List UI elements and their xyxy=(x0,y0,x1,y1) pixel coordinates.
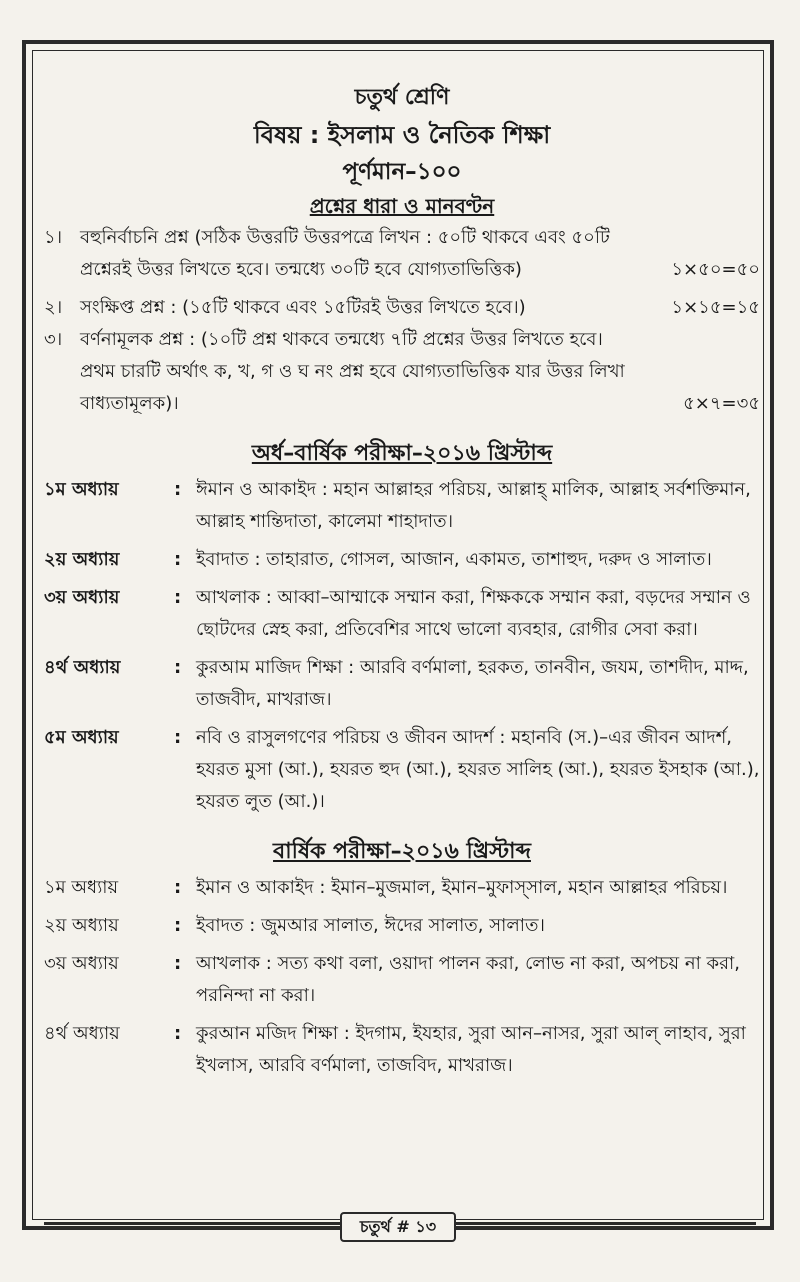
chapter-topics: কুরআম মাজিদ শিক্ষা : আরবি বর্ণমালা, হরকত, তানবীন, জযম, তাশদীদ, মাদ্দ, তাজবীদ, মাখরাজ। xyxy=(196,657,749,710)
question-number: ১। xyxy=(44,227,63,248)
yearly-chapter-3 xyxy=(44,948,760,1012)
question-pattern-heading: প্রশ্নের ধারা ও মানবণ্টন xyxy=(309,194,495,218)
half-yearly-chapter-1 xyxy=(44,474,760,538)
question-type-3 xyxy=(44,324,760,420)
yearly-chapter-4 xyxy=(44,1018,760,1082)
chapter-name: ২য় অধ্যায় xyxy=(44,549,120,570)
question-marks: ১×৫০=৫০ xyxy=(671,259,760,280)
chapter-name: ৩য় অধ্যায় xyxy=(44,587,120,608)
colon: : xyxy=(174,953,182,974)
chapter-topics: কুরআন মজিদ শিক্ষা : ইদগাম, ইযহার, সুরা আন–নাসর, সুরা আল্ লাহাব, সুরা ইখলাস, আরবি বর্ণমালা, তাজবিদ, মাখরাজ। xyxy=(196,1023,746,1076)
question-description: বহুনির্বাচনি প্রশ্ন (সঠিক উত্তরটি উত্তরপত্রে লিখন : ৫০টি থাকবে এবং ৫০টি প্রশ্নেরই উত্তর লিখতে হবে। তন্মধ্যে ৩০টি হবে যোগ্যতাভিত্তিক) xyxy=(80,227,610,280)
page-number-label: চতুর্থ # ১৩ xyxy=(340,1212,456,1242)
chapter-topics: ঈমান ও আকাইদ : মহান আল্লাহর পরিচয়, আল্লাহ্ মালিক, আল্লাহ সর্বশক্তিমান, আল্লাহ শান্তিদাতা, কালেমা শাহাদাত। xyxy=(196,479,751,532)
chapter-topics: ইবাদত : জুমআর সালাত, ঈদের সালাত, সালাত। xyxy=(196,915,545,936)
colon: : xyxy=(174,657,182,678)
question-marks: ১×১৫=১৫ xyxy=(671,297,760,318)
chapter-name: ৪র্থ অধ্যায় xyxy=(44,657,121,678)
colon: : xyxy=(174,587,182,608)
half-yearly-chapter-3 xyxy=(44,582,760,646)
question-type-1 xyxy=(44,222,760,286)
question-description: সংক্ষিপ্ত প্রশ্ন : (১৫টি থাকবে এবং ১৫টিরই উত্তর লিখতে হবে।) xyxy=(80,297,526,318)
half-yearly-exam-title: অর্ধ–বার্ষিক পরীক্ষা–২০১৬ খ্রিস্টাব্দ xyxy=(251,441,553,466)
yearly-chapter-1 xyxy=(44,872,760,904)
question-type-2 xyxy=(44,292,760,324)
chapter-topics: ইমান ও আকাইদ : ইমান–মুজমাল, ইমান–মুফাস্সাল, মহান আল্লাহর পরিচয়। xyxy=(196,877,728,898)
question-number: ৩। xyxy=(44,329,63,350)
chapter-name: ১ম অধ্যায় xyxy=(44,479,119,500)
chapter-name: ৪র্থ অধ্যায় xyxy=(44,1023,120,1044)
question-number: ২। xyxy=(44,297,63,318)
subject-title: বিষয় : ইসলাম ও নৈতিক শিক্ষা xyxy=(253,121,551,149)
chapter-topics: ইবাদাত : তাহারাত, গোসল, আজান, একামত, তাশাহুদ, দরুদ ও সালাত। xyxy=(196,549,712,570)
colon: : xyxy=(174,1023,182,1044)
yearly-exam-title: বার্ষিক পরীক্ষা–২০১৬ খ্রিস্টাব্দ xyxy=(273,839,531,864)
question-description: বর্ণনামূলক প্রশ্ন : (১০টি প্রশ্ন থাকবে তন্মধ্যে ৭টি প্রশ্নের উত্তর লিখতে হবে। প্রথম চারটি অর্থাৎ ক, খ, গ ও ঘ নং প্রশ্ন হবে যোগ্যতাভিত্তিক যার উত্তর লিখা বাধ্যতামূলক)। xyxy=(80,329,625,414)
half-yearly-chapter-2 xyxy=(44,544,760,576)
class-title: চতুর্থ শ্রেণি xyxy=(354,85,450,110)
colon: : xyxy=(174,727,182,748)
syllabus-content xyxy=(44,58,760,1088)
chapter-topics: আখলাক : সত্য কথা বলা, ওয়াদা পালন করা, লোভ না করা, অপচয় না করা, পরনিন্দা না করা। xyxy=(196,953,740,1006)
question-marks: ৫×৭=৩৫ xyxy=(683,393,760,414)
half-yearly-chapter-5 xyxy=(44,722,760,818)
colon: : xyxy=(174,549,182,570)
half-yearly-chapter-4 xyxy=(44,652,760,716)
chapter-name: ১ম অধ্যায় xyxy=(44,877,119,898)
chapter-name: ৩য় অধ্যায় xyxy=(44,953,119,974)
yearly-chapter-2 xyxy=(44,910,760,942)
full-marks: পূর্ণমান–১০০ xyxy=(342,159,462,185)
chapter-name: ২য় অধ্যায় xyxy=(44,915,119,936)
chapter-name: ৫ম অধ্যায় xyxy=(44,727,119,748)
chapter-topics: আখলাক : আব্বা–আম্মাকে সম্মান করা, শিক্ষককে সম্মান করা, বড়দের সম্মান ও ছোটদের স্নেহ করা, প্রতিবেশির সাথে ভালো ব্যবহার, রোগীর সেবা করা। xyxy=(196,587,751,640)
chapter-topics: নবি ও রাসুলগণের পরিচয় ও জীবন আদর্শ : মহানবি (স.)–এর জীবন আদর্শ, হযরত মুসা (আ.), হযরত হুদ (আ.), হযরত সালিহ (আ.), হযরত ইসহাক (আ.), হযরত লুত (আ.)। xyxy=(196,727,760,812)
colon: : xyxy=(174,877,182,898)
colon: : xyxy=(174,915,182,936)
colon: : xyxy=(174,479,182,500)
